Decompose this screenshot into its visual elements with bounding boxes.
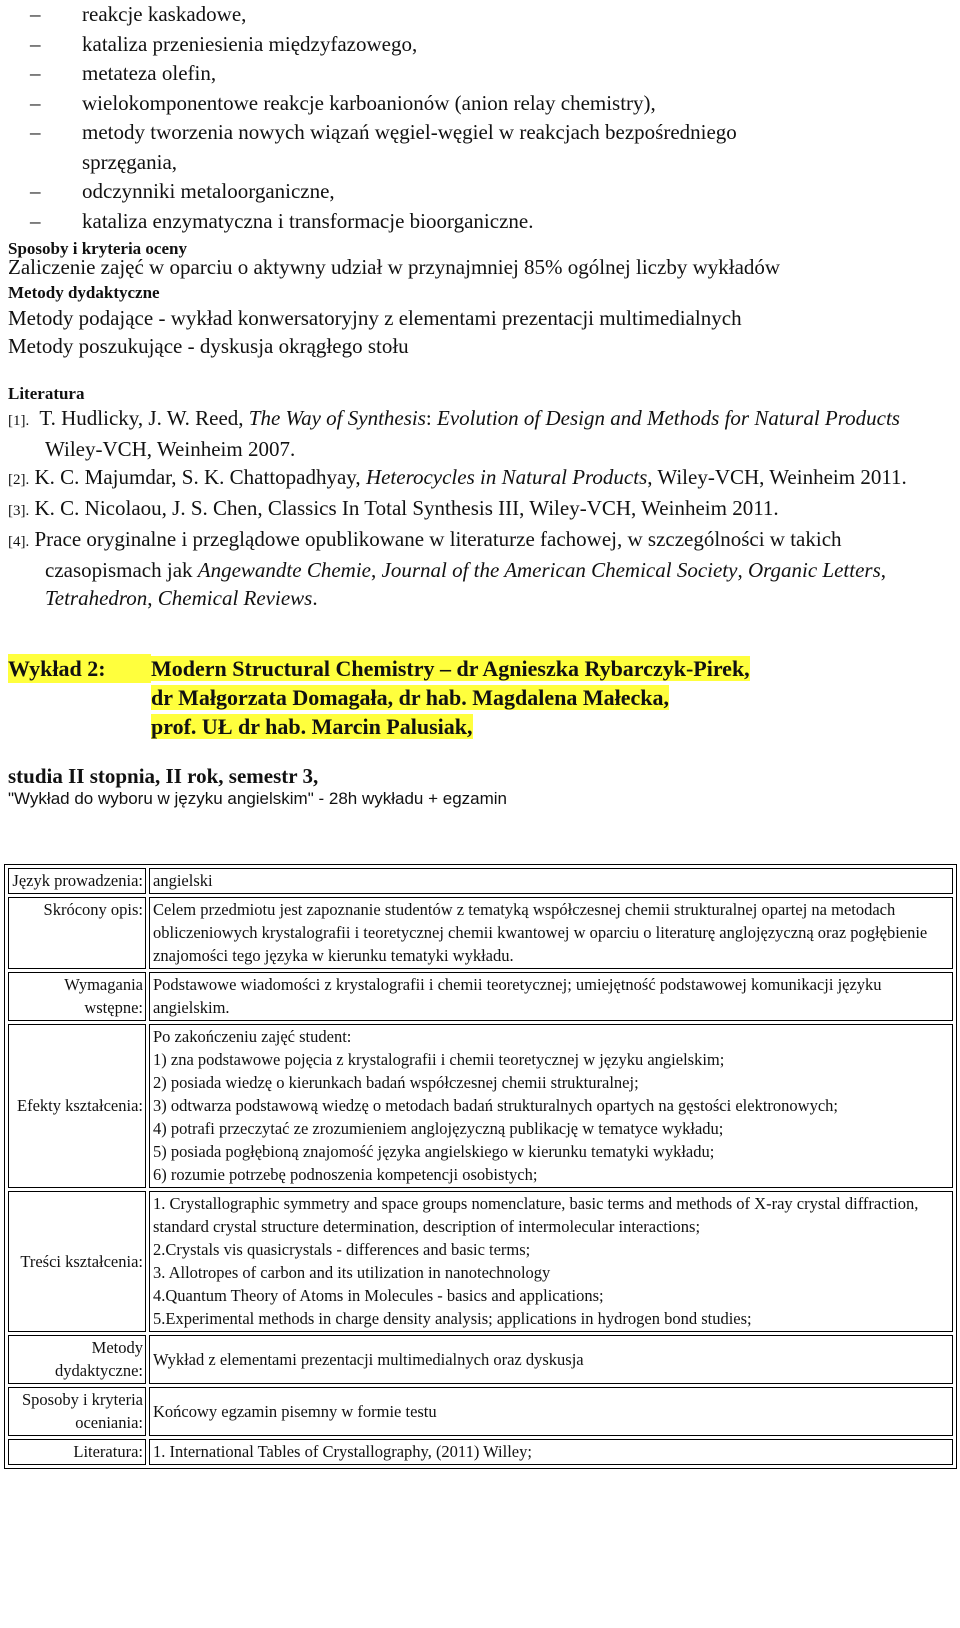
table-row xyxy=(8,868,953,894)
row-label: Skrócony opis: xyxy=(8,897,146,969)
dash-bullet: – xyxy=(30,179,41,203)
reference-list xyxy=(8,404,908,612)
lecture-block xyxy=(8,654,948,741)
row-label: Efekty kształcenia: xyxy=(8,1024,146,1188)
lecture-title-line-1: Modern Structural Chemistry – dr Agnieszka Rybarczyk-Pirek, xyxy=(151,656,750,681)
row-value: Wykład z elementami prezentacji multimedialnych oraz dyskusja xyxy=(149,1335,953,1384)
list-item: – kataliza enzymatyczna i transformacje bioorganiczne. xyxy=(30,207,930,237)
list-item: – reakcje kaskadowe, xyxy=(30,0,930,30)
literature-heading: Literatura xyxy=(8,384,85,403)
row-value: angielski xyxy=(149,868,953,894)
row-value: Celem przedmiotu jest zapoznanie studentów z tematyką współczesnej chemii strukturalnej opartej na metodach obliczeniowych krystalografii i teoretycznej chemii kwantowej w oparciu o literaturę anglojęzyczną oraz pogłębienie znajomości tego języka w kierunku tematyki wykładu. xyxy=(149,897,953,969)
study-course-info: "Wykład do wyboru w języku angielskim" - 28h wykładu + egzamin xyxy=(8,789,507,808)
row-label: Literatura: xyxy=(8,1439,146,1465)
row-value: Po zakończeniu zajęć student: 1) zna podstawowe pojęcia z krystalografii i chemii teoretycznej w języku angielskim; 2) posiada wiedzę o kierunkach badań współczesnej chemii strukturalnej; 3) odtwarza podstawową wiedzę o metodach badań strukturalnych opartych na gęstości elektronowych; 4) potrafi przeczytać ze zrozumieniem anglojęzyczną publikację w tematyce wykładu; 5) posiada pogłębioną znajomość języka angielskiego w kierunku tematyki wykładu; 6) rozumie potrzebę podnoszenia kompetencji osobistych; xyxy=(149,1024,953,1188)
list-item: – metateza olefin, xyxy=(30,59,930,89)
syllabus-table xyxy=(4,864,957,1469)
table-row xyxy=(8,1335,953,1384)
dash-bullet: – xyxy=(30,120,41,144)
list-item: – metody tworzenia nowych wiązań węgiel-węgiel w reakcjach bezpośredniego sprzęgania, xyxy=(30,120,737,174)
methods-heading: Metody dydaktyczne xyxy=(8,283,160,302)
lecture-title-line-3: prof. UŁ dr hab. Marcin Palusiak, xyxy=(151,714,473,739)
row-value: 1. International Tables of Crystallography, (2011) Willey; xyxy=(149,1439,953,1465)
assessment-text: Zaliczenie zajęć w oparciu o aktywny udział w przynajmniej 85% ogólnej liczby wykładów xyxy=(8,255,781,279)
row-label: Treści kształcenia: xyxy=(8,1191,146,1332)
reference-item: [3]. K. C. Nicolaou, J. S. Chen, Classics In Total Synthesis III, Wiley-VCH, Weinheim 2011. xyxy=(8,496,779,520)
methods-line-1: Metody podające - wykład konwersatoryjny z elementami prezentacji multimedialnych xyxy=(8,306,742,330)
lecture-label: Wykład 2: xyxy=(8,654,151,683)
methods-line-2: Metody poszukujące - dyskusja okrągłego stołu xyxy=(8,334,409,358)
row-label: Metody dydaktyczne: xyxy=(8,1335,146,1384)
list-item: – wielokomponentowe reakcje karboanionów (anion relay chemistry), xyxy=(30,89,930,119)
topic-list xyxy=(30,0,930,236)
dash-bullet: – xyxy=(30,61,41,85)
row-value: 1. Crystallographic symmetry and space groups nomenclature, basic terms and methods of X-ray crystal diffraction, standard crystal structure determination, description of intermolecular interactions; 2.Crystals vis quasicrystals - differences and basic terms; 3. Allotropes of carbon and its utilization in nanotechnology 4.Quantum Theory of Atoms in Molecules - basics and applications; 5.Experimental methods in charge density analysis; applications in hydrogen bond studies; xyxy=(149,1191,953,1332)
reference-item: [4]. Prace oryginalne i przeglądowe opublikowane w literaturze fachowej, w szczególności w takich czasopismach jak Angewandte Chemie, Journal of the American Chemical Society, Organic Letters, Tetrahedron, Chemical Reviews. xyxy=(8,527,887,610)
row-label: Sposoby i kryteria oceniania: xyxy=(8,1387,146,1436)
table-row xyxy=(8,897,953,969)
row-label: Wymagania wstępne: xyxy=(8,972,146,1021)
row-value: Końcowy egzamin pisemny w formie testu xyxy=(149,1387,953,1436)
dash-bullet: – xyxy=(30,90,41,115)
row-label: Język prowadzenia: xyxy=(8,868,146,894)
table-row xyxy=(8,1439,953,1465)
dash-bullet: – xyxy=(30,31,41,56)
row-value: Podstawowe wiadomości z krystalografii i chemii teoretycznej; umiejętność podstawowej komunikacji języku angielskim. xyxy=(149,972,953,1021)
reference-item: [2]. K. C. Majumdar, S. K. Chattopadhyay, Heterocycles in Natural Products, Wiley-VCH, Weinheim 2011. xyxy=(8,465,907,489)
list-item: – kataliza przeniesienia międzyfazowego, xyxy=(30,30,930,60)
lecture-title-line-2: dr Małgorzata Domagała, dr hab. Magdalena Małecka, xyxy=(151,685,669,710)
assessment-heading: Sposoby i kryteria oceny xyxy=(8,239,187,258)
dash-bullet: – xyxy=(30,208,41,233)
study-level: studia II stopnia, II rok, semestr 3, xyxy=(8,764,319,788)
table-row xyxy=(8,1191,953,1332)
dash-bullet: – xyxy=(30,2,41,26)
reference-item: [1]. T. Hudlicky, J. W. Reed, The Way of Synthesis: Evolution of Design and Methods for Natural Products Wiley-VCH, Weinheim 2007. xyxy=(8,406,900,461)
table-row xyxy=(8,972,953,1021)
list-item: – odczynniki metaloorganiczne, xyxy=(30,177,930,207)
table-row xyxy=(8,1387,953,1436)
table-row xyxy=(8,1024,953,1188)
